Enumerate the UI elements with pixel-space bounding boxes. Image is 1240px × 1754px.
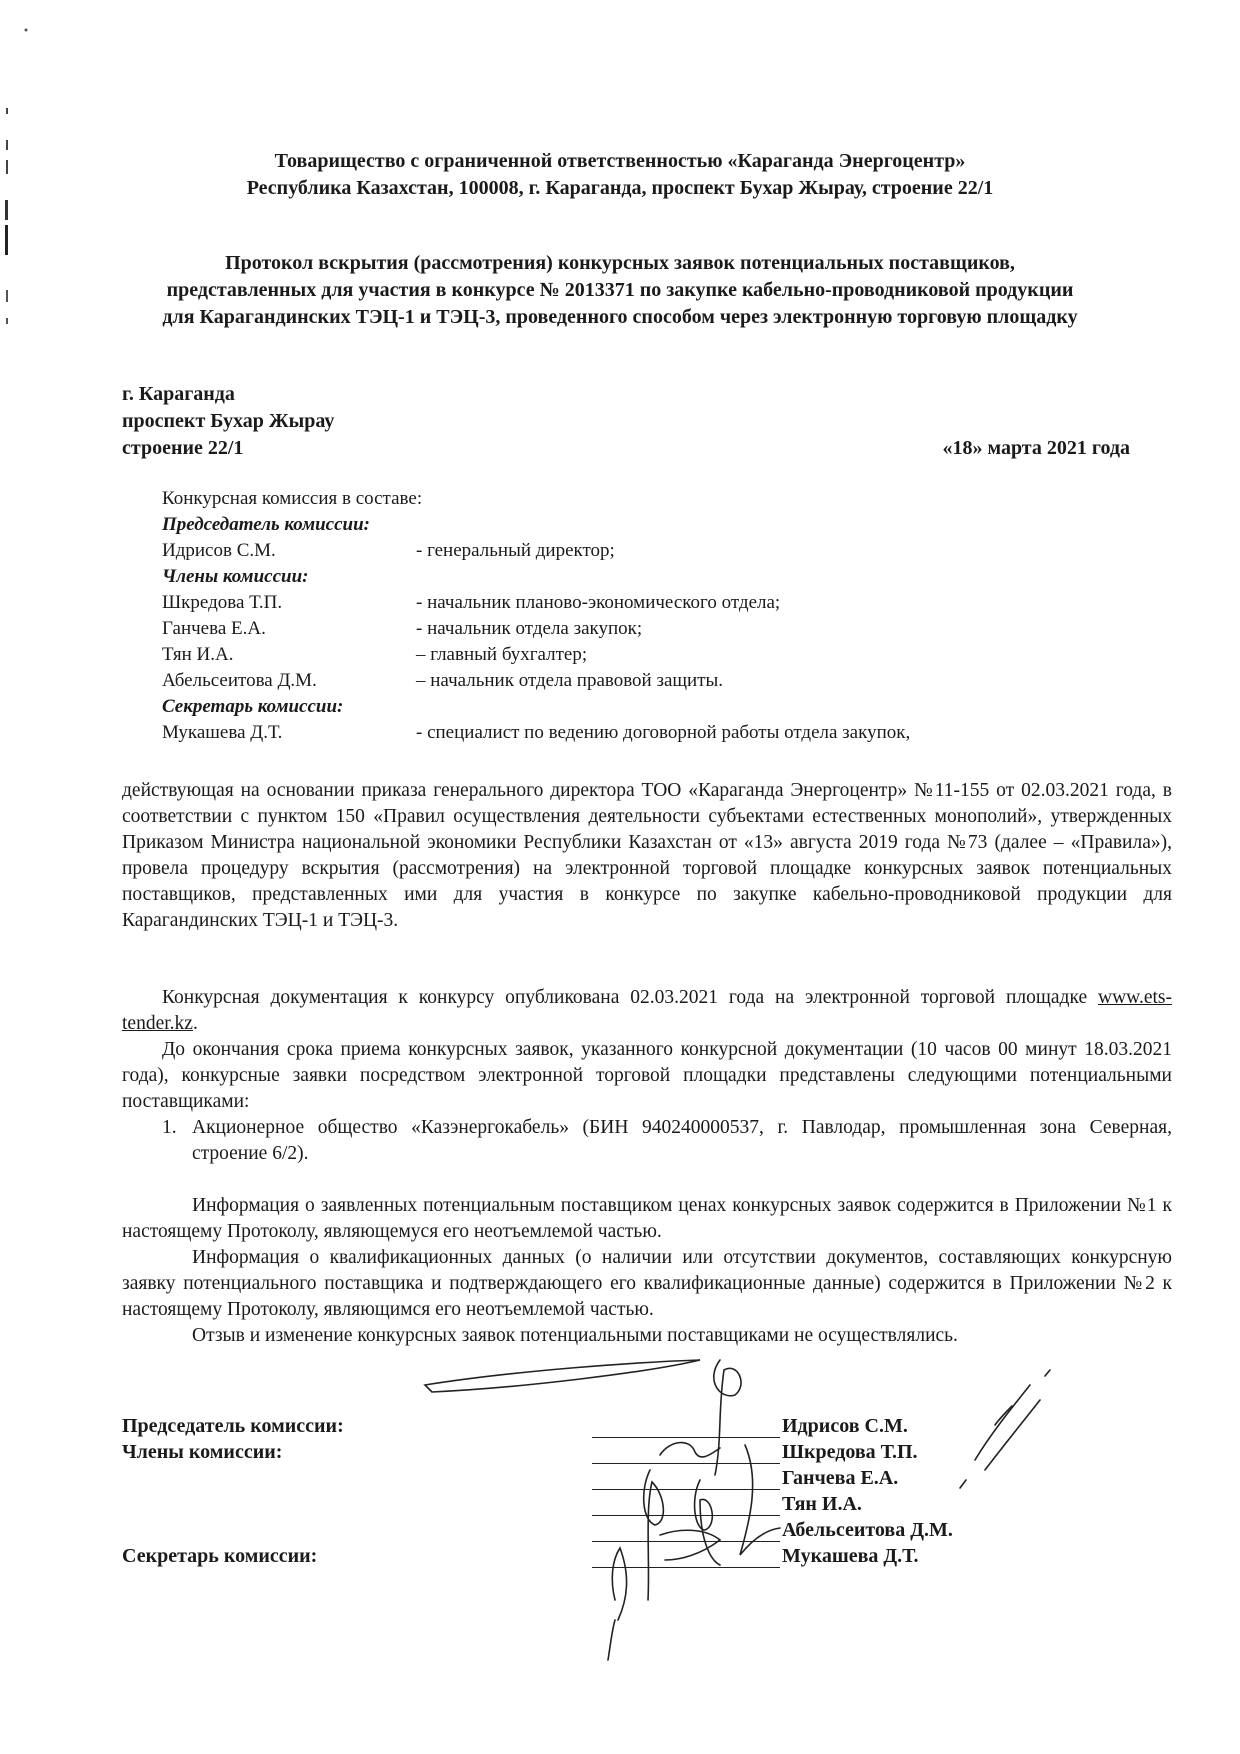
signature-members-label: Члены комиссии: [122, 1441, 283, 1463]
member-name: Шкредова Т.П. [162, 592, 283, 613]
publication-suffix: . [192, 1013, 198, 1034]
place-city: г. Караганда [122, 383, 235, 405]
list-item [122, 1115, 1172, 1167]
member-name: Абельсеитова Д.М. [162, 670, 317, 691]
document-header [0, 148, 1240, 202]
signature-line [592, 1489, 780, 1490]
member-role: – главный бухгалтер; [416, 644, 588, 665]
document-date: «18» марта 2021 года [942, 437, 1130, 459]
title-line-2: представленных для участия в конкурсе № 2013371 по закупке кабельно-проводниковой продукции [166, 279, 1074, 301]
paragraph-qualification-info: Информация о квалификационных данных (о наличии или отсутствии документов, составляющих конкурсную заявку потенциального поставщика и подтверждающего его квалификационные данные) содержится в Приложении №2 к настоящему Протоколу, являющимся его неотъемлемой частью. [122, 1247, 1172, 1320]
signatory-name: Абельсеитова Д.М. [782, 1519, 953, 1541]
signatory-name: Тян И.А. [782, 1493, 862, 1515]
ets-tender-link[interactable]: www.ets-tender.kz [122, 987, 1172, 1034]
signature-line [592, 1541, 780, 1542]
member-role: – начальник отдела правовой защиты. [416, 670, 724, 691]
list-item-number: 1. [162, 1117, 177, 1138]
signatory-name: Шкредова Т.П. [782, 1441, 918, 1463]
chair-heading: Председатель комиссии: [162, 514, 370, 535]
title-line-1: Протокол вскрытия (рассмотрения) конкурсных заявок потенциальных поставщиков, [225, 252, 1015, 274]
list-item-text: Акционерное общество «Казэнергокабель» (БИН 940240000537, г. Павлодар, промышленная зона Северная, строение 6/2). [192, 1117, 1172, 1164]
member-name: Ганчева Е.А. [162, 618, 266, 639]
organization-address: Республика Казахстан, 100008, г. Караганда, проспект Бухар Жырау, строение 22/1 [246, 177, 994, 199]
commission-composition [162, 486, 1062, 746]
member-role: - начальник отдела закупок; [416, 618, 643, 639]
paragraph-price-info: Информация о заявленных потенциальным поставщиком ценах конкурсных заявок содержится в Приложении №1 к настоящему Протоколу, являющемуся его неотъемлемой частью. [122, 1195, 1172, 1242]
commission-member-row [162, 720, 1062, 746]
member-role: - начальник планово-экономического отдела; [416, 592, 781, 613]
signature-line [592, 1437, 780, 1438]
commission-member-row [162, 590, 1062, 616]
secretary-heading: Секретарь комиссии: [162, 696, 344, 717]
body-paragraph [122, 778, 1172, 934]
paragraph-withdrawal: Отзыв и изменение конкурсных заявок потенциальными поставщиками не осуществлялись. [192, 1325, 958, 1346]
paragraph-publication [122, 985, 1172, 1037]
paragraph-deadline: До окончания срока приема конкурсных заявок, указанного конкурсной документации (10 часов 00 минут 18.03.2021 года), конкурсные заявки посредством электронной торговой площадки представлены следующими потенциальными поставщиками: [122, 1039, 1172, 1112]
commission-intro: Конкурсная комиссия в составе: [162, 488, 423, 509]
body-section [122, 985, 1172, 1349]
signature-chair-label: Председатель комиссии: [122, 1415, 344, 1437]
publication-text: Конкурсная документация к конкурсу опубликована 02.03.2021 года на электронной торговой площадке [162, 987, 1088, 1008]
signature-line [592, 1463, 780, 1464]
signature-line [592, 1515, 780, 1516]
paragraph-legal-basis: действующая на основании приказа генерального директора ТОО «Караганда Энергоцентр» №11-155 от 02.03.2021 года, в соответствии с пунктом 150 «Правил осуществления деятельности субъектами естественных монополий», утвержденных Приказом Министра национальной экономики Республики Казахстан от «13» августа 2019 года №73 (далее – «Правила»), провела процедуру вскрытия (рассмотрения) на электронной торговой площадке конкурсных заявок потенциальных поставщиков, представленных ими для участия в конкурсе по закупке кабельно-проводниковой продукции для Карагандинских ТЭЦ-1 и ТЭЦ-3. [122, 780, 1172, 931]
signatory-name: Идрисов С.М. [782, 1415, 908, 1437]
place-building: строение 22/1 [122, 437, 244, 459]
title-line-3: для Карагандинских ТЭЦ-1 и ТЭЦ-3, проведенного способом через электронную торговую площадку [162, 306, 1078, 328]
members-heading: Члены комиссии: [162, 566, 309, 587]
commission-member-row [162, 642, 1062, 668]
commission-member-row [162, 616, 1062, 642]
commission-member-row [162, 668, 1062, 694]
member-role: - специалист по ведению договорной работы отдела закупок, [416, 722, 911, 743]
member-name: Идрисов С.М. [162, 540, 276, 561]
signatory-name: Ганчева Е.А. [782, 1467, 899, 1489]
signature-block [122, 1413, 1122, 1573]
place-street: проспект Бухар Жырау [122, 410, 335, 432]
signatory-name: Мукашева Д.Т. [782, 1545, 919, 1567]
organization-name: Товарищество с ограниченной ответственностью «Караганда Энергоцентр» [274, 150, 966, 172]
member-name: Мукашева Д.Т. [162, 722, 283, 743]
signature-secretary-label: Секретарь комиссии: [122, 1545, 318, 1567]
signature-line [592, 1567, 780, 1568]
member-role: - генеральный директор; [416, 540, 615, 561]
commission-member-row [162, 538, 1062, 564]
member-name: Тян И.А. [162, 644, 234, 665]
document-title [0, 250, 1240, 331]
place-block [122, 381, 334, 462]
